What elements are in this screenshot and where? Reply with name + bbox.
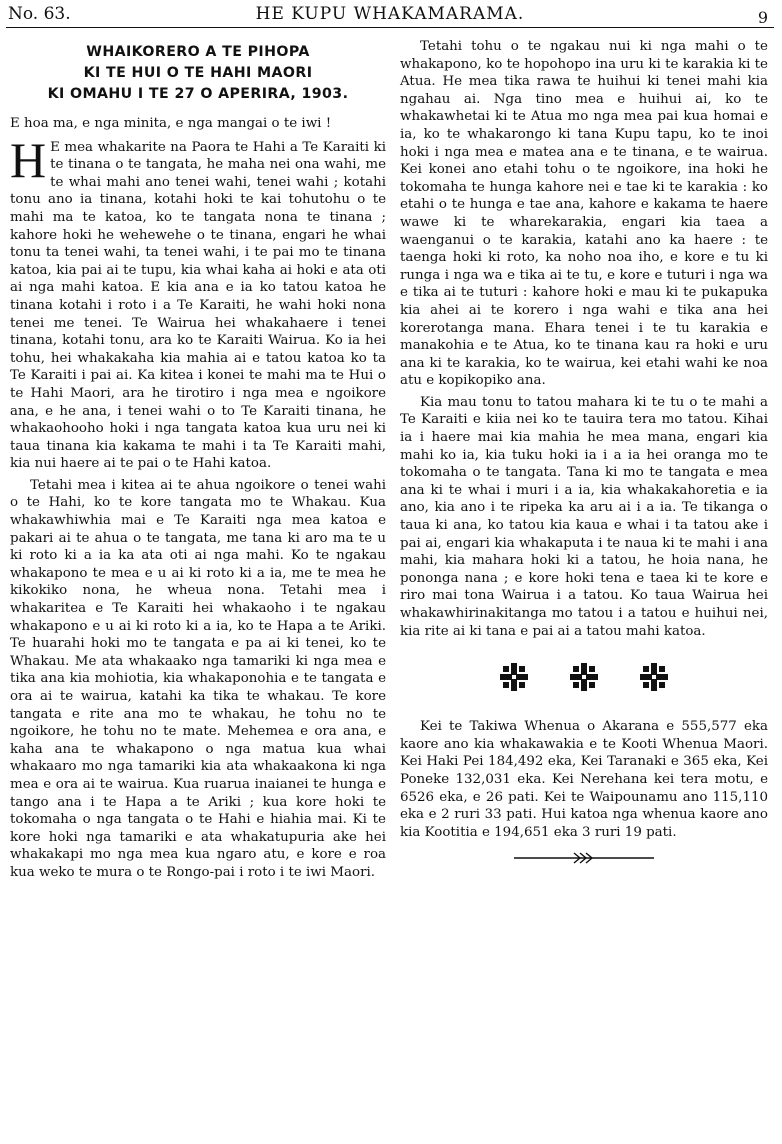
paragraph-2: Tetahi mea i kitea ai te ahua ngoikore o tenei wahi o te Hahi, ko te kore tangata mo te Whakau. Kua whakawhiwhia mai e Te Karaiti nga mea katoa e pakari ai te ahua o te tangata, me tana ki aro ma te u ki roto ki a ia ka ata oti ai nga mahi. Ko te ngakau whakapono te mea e u ai ki roto ki a ia, me te mea he kikokiko nona, he wheua nona. Tetahi mea i whakaritea e Te Karaiti hei whakaoho i te ngakau whakapono e u ai ki roto ki a ia, ko te Hapa a te Ariki. Te huarahi hoki mo te tangata e pa ai ki tenei, ko te Whakau. Me ata whakaako nga tamariki ki nga mea e tika ana kia mohiotia, kia whakaponohia e te tangata e ora ai te wairua, katahi ka tika te whakau. Te kore tangata e rite ana mo te whakau, he tohu no te ngoikore, he tohu no te mate. Mehemea e ora ana, e kaha ana te whakapono o nga matua kua whai whakaaro mo nga tamariki kia ata whakaakona ki nga mea e ora ai te wairua. Kua ruarua inaianei te hunga e tango ana i te Hapa a te Ariki ; kua kore hoki te tokomaha o nga tangata o te Hahi e hiahia mai. Ki te kore hoki nga tamariki e ata whakatupuria ake hei whakakapi mo nga mea kua ngaro atu, e kore e roa kua weko te mura o te Rongo-pai i roto i te iwi Maori. xyxy=(10,477,386,880)
heading-line-2: KI TE HUI O TE HAHI MAORI xyxy=(83,65,313,81)
heading-line-1: WHAIKORERO A TE PIHOPA xyxy=(86,44,310,60)
closing-rule-icon xyxy=(514,851,654,865)
ornament-icon xyxy=(499,662,529,692)
ornament-icon xyxy=(639,662,669,692)
header-rule xyxy=(6,27,774,28)
ornament-icon xyxy=(569,662,599,692)
paragraph-1-text: E mea whakarite na Paora te Hahi a Te Karaiti ki te tinana o te tangata, he maha nei ona wahi, me te whai mahi ano tenei wahi, tenei wahi ; kotahi tonu ano ia tinana, kotahi hoki te kai tohutohu o te mahi ma te katoa, ko te tangata nona te tinana ; kahore hoki he wehewehe o te tinana, engari he whai tonu ta tenei wahi, ta tenei wahi, i te pai mo te tinana katoa, kia pai ai te tupu, kia whai kaha ai hoki e ata oti ai nga mahi katoa. E kia ana e ia ko tatou katoa he tinana kotahi i roto i a Te Karaiti, he wahi hoki nona tenei me tenei. Te Wairua hei whakahaere i tenei tinana, kotahi tonu, ara ko te Karaiti Wairua. Ko ia hei tohu, hei whakakaha kia mahia ai e tatou katoa ko ta Te Karaiti i pai ai. Ka kitea i konei te mahi ma te Hui o te Hahi Maori, ara he tirotiro i nga mea e ngoikore ana, e he ana, i tenei wahi o to Te Karaiti tinana, he whakaohooho hoki i nga tangata katoa kua uru nei ki taua tinana kia kakama te mahi i ta Te Karaiti mahi, kia nui haere ai te pai o te Hahi katoa. xyxy=(10,139,386,472)
paragraph-4: Kia mau tonu to tatou mahara ki te tu o te mahi a Te Karaiti e kiia nei ko te tauira tera mo tatou. Kihai ia i haere mai kia mahia he mea mana, engari kia mahi ko ia, kia tuku hoki ia i a ia hei oranga mo te tokomaha o te tangata. Tana ki mo te tangata e mea ana ki te whai i muri i a ia, kia whakakahoretia e ia ano, kia ano i te ripeka ka aru ai i a ia. Te tikanga o taua ki ana, ko tatou kia kaua e whai i ta tatou ake i pai ai, engari kia whakaputa i te naua ki te mahi i ana mahi, kia mahara hoki ki a tatou, he hoia nana, he pononga nana ; e kore hoki tena e taea ki te kore e riro mai tona Wairua i a tatou. Ko taua Wairua hei whakawhirinakitanga mo tatou i a tatou e huihui nei, kia rite ai ki tana e pai ai a tatou mahi katoa. xyxy=(400,394,768,639)
land-notice: Kei te Takiwa Whenua o Akarana e 555,577 eka kaore ano kia whakawakia e te Kooti Whenua Maori. Kei Haki Pei 184,492 eka, Kei Taranaki e 365 eka, Kei Poneke 132,031 eka. Kei Nerehana kei tera motu, e 6526 eka, e 26 pati. Kei te Waipounamu ano 115,110 eka e 2 ruri 33 pati. Hui katoa nga whenua kaore ano kia Kootitia e 194,651 eka 3 ruri 19 pati. xyxy=(400,719,768,840)
page-number: 9 xyxy=(757,8,768,27)
right-column xyxy=(400,38,768,865)
left-column xyxy=(10,38,386,886)
article-heading xyxy=(10,42,386,105)
ornament-row xyxy=(400,662,768,692)
drop-cap: H xyxy=(10,131,47,188)
issue-number: No. 63. xyxy=(8,4,71,24)
salutation: E hoa ma, e nga minita, e nga mangai o te iwi ! xyxy=(10,116,332,131)
paragraph-1 xyxy=(10,131,386,473)
heading-line-3: KI OMAHU I TE 27 O APERIRA, 1903. xyxy=(47,86,349,102)
page-header xyxy=(8,4,772,28)
paragraph-3: Tetahi tohu o te ngakau nui ki nga mahi o te whakapono, ko te hopohopo ina uru ki te karakia ki te Atua. He mea tika rawa te huihui ki tenei mahi kia ngahau ai. Nga tino mea e huihui ai, ko te whakawhetai ki te Atua mo nga mea pai kua homai e ia, ko te whakarongo ki tana Kupu tapu, ko te inoi hoki i nga mea e matea ana e te tinana, e te wairua. Kei konei ano etahi tohu o te ngoikore, ina hoki he tokomaha te hunga kahore nei e tae ki te karakia : ko etahi o te hunga e tae ana, kahore e kakama te haere wawe ki te wharekarakia, engari kia taea a waenganui o te karakia, katahi ano ka haere : te taenga hoki ki roto, ka noho noa iho, e kore e tu ki runga i nga wa e tika ai te tu, e kore e tuturi i nga wa e tika ai te tuturi : kahore hoki e mau ki te pukapuka kia ahei ai te korero i nga wahi e tika ana hei korerotanga mana. Ehara tenei i te tu karakia e manakohia e te Atua, ko te tinana kau ra hoki e uru ana ki te karakia, ko te wairua, kei etahi wahi ke noa atu e kopikopiko ana. xyxy=(400,39,768,389)
publication-title: HE KUPU WHAKAMARAMA. xyxy=(255,4,525,24)
